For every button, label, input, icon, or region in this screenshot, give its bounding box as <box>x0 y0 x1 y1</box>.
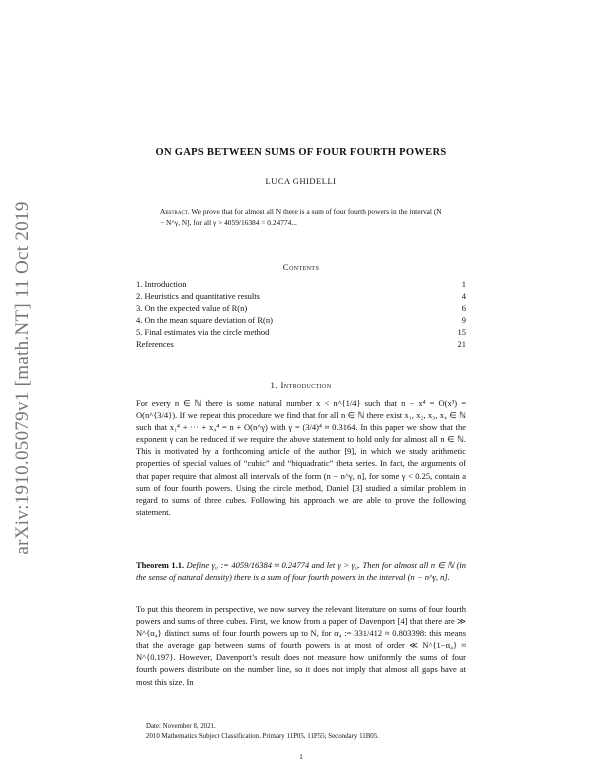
intro-paragraph-text: For every n ∈ ℕ there is some natural number x < n^{1/4} such that n − x⁴ = O(x³) = O(n^{3/4}). If we repeat this procedure we find that for all n ∈ ℕ there exist x₁, x₂, x₃, x₄ ∈ ℕ such that x₁⁴ + ··· + x₄⁴ = n + O(n^γ) with γ = (3/4)⁴ ≈ 0.3164. In this paper we show that the exponent γ can be reduced if we require the above statement to hold only for almost all n ∈ ℕ. This is motivated by a forthcoming article of the author [9], in which we study arithmetic properties of special values of “cubic” and “biquadratic” theta series. In fact, the arguments of that paper require that almost all intervals of the form (n − n^γ, n], for some γ < 0.25, contain a sum of four fourth powers. Using the circle method, Daniel [3] studied a similar problem in regard to sums of three cubes. Following his approach we are able to prove the following statement. <box>136 398 466 517</box>
toc-entry-label: 4. On the mean square deviation of R(n) <box>136 315 273 326</box>
toc-entry[interactable] <box>136 302 466 314</box>
paper-title: ON GAPS BETWEEN SUMS OF FOUR FOURTH POWERS <box>155 147 447 158</box>
theorem-label: Theorem 1.1. <box>136 560 185 570</box>
contents-heading: Contents <box>282 262 320 272</box>
abstract-label: Abstract. <box>160 207 190 216</box>
toc-entry-page: 9 <box>461 315 466 326</box>
table-of-contents <box>136 278 466 351</box>
abstract-text: We prove that for almost all N there is a sum of four fourth powers in the interval (N − N^γ, N], for all γ > 4059/16384 = 0.24774... <box>160 207 442 227</box>
page-number: 1 <box>299 752 303 761</box>
theorem-text: Define γ₀ := 4059/16384 ≈ 0.24774 and let γ > γ₀. Then for almost all n ∈ ℕ (in the sense of natural density) there is a sum of four fourth powers in the interval (n − n^γ, n]. <box>136 560 466 583</box>
footnote-date: Date: November 8, 2021. <box>146 723 216 730</box>
footnote-msc: 2010 Mathematics Subject Classification. Primary 11P05, 11P55; Secondary 11B05. <box>146 733 379 740</box>
toc-entry-page: 4 <box>461 291 466 302</box>
abstract <box>160 206 442 228</box>
toc-entry[interactable] <box>136 326 466 338</box>
toc-entry-label: 5. Final estimates via the circle method <box>136 327 270 338</box>
theorem-statement <box>136 559 466 583</box>
toc-entry[interactable] <box>136 314 466 326</box>
toc-entry-page: 21 <box>457 339 466 350</box>
toc-entry[interactable] <box>136 290 466 302</box>
paper-author: LUCA GHIDELLI <box>265 176 337 186</box>
toc-entry-page: 6 <box>461 303 466 314</box>
literature-paragraph-text: To put this theorem in perspective, we now survey the relevant literature on sums of four fourth powers and sums of three cubes. First, we know from a paper of Davenport [4] that there are ≫ N^{α₄} distinct sums of four fourth powers up to N, for α₄ := 331/412 ≈ 0.803398: this means that the average gap between sums of fourth powers is at most of order ≪ N^{1−α₄} ≈ N^{0.197}. However, Davenport’s result does not measure how uniformly the sums of four fourth powers distribute on the number line, so it does not imply that almost all gaps have at most this size. In <box>136 604 466 687</box>
arxiv-sidebar-stamp <box>6 168 40 588</box>
footnotes <box>136 722 466 742</box>
toc-entry[interactable] <box>136 338 466 350</box>
toc-entry[interactable] <box>136 278 466 290</box>
toc-entry-label: References <box>136 339 174 350</box>
toc-entry-page: 1 <box>461 279 466 289</box>
theorem-block <box>136 559 466 583</box>
intro-paragraph <box>136 397 466 518</box>
arxiv-identifier: arXiv:1910.05079v1 [math.NT] 11 Oct 2019 <box>12 201 33 555</box>
literature-paragraph <box>136 603 466 688</box>
section-heading-introduction: 1. Introduction <box>270 380 332 390</box>
toc-entry-label: 3. On the expected value of R(n) <box>136 303 248 314</box>
toc-entry-page: 15 <box>457 327 466 338</box>
toc-entry-label: 1. Introduction <box>136 279 187 289</box>
toc-entry-label: 2. Heuristics and quantitative results <box>136 291 260 302</box>
